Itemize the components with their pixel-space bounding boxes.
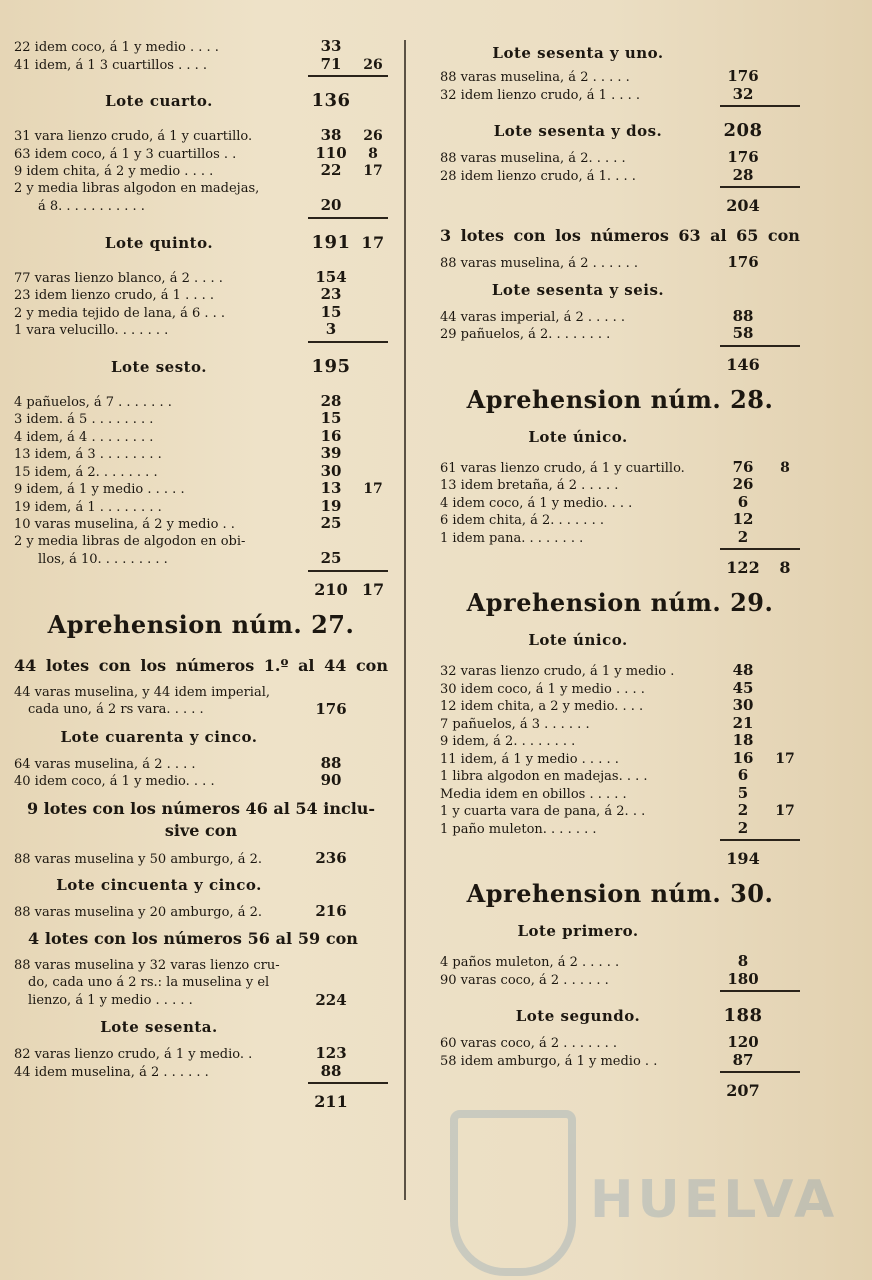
list-item: 6 idem chita, á 2. . . . . . . 12 <box>440 510 754 528</box>
list-lote-primero <box>440 953 800 988</box>
list-item: 4 paños muleton, á 2 . . . . . 8 <box>440 952 749 970</box>
list-item: 30 idem coco, á 1 y medio . . . . 45 <box>440 678 754 697</box>
list-item: 9 idem, á 1 y medio . . . . . 13 17 <box>14 479 383 497</box>
list-item: 1 paño muleton. . . . . . . 2 <box>440 818 749 837</box>
list-item: 82 varas lienzo crudo, á 1 y medio. . 123 <box>14 1044 347 1062</box>
sum-rule <box>720 186 800 192</box>
lotes-line: 3 lotes con los números 63 al 65 con <box>440 226 800 245</box>
list-item: 9 idem chita, á 2 y medio . . . . 22 17 <box>14 161 383 179</box>
list-item: 41 idem, á 1 3 cuartillos . . . . 71 26 <box>14 54 383 73</box>
lot-heading: Lote único. <box>528 631 628 649</box>
list-item: 1 libra algodon en madejas. . . . 6 <box>440 766 749 784</box>
sum-rule <box>720 839 800 845</box>
list-item: 32 idem lienzo crudo, á 1 . . . . 32 <box>440 84 754 103</box>
sum-rule <box>308 341 388 347</box>
list-item: 11 idem, á 1 y medio . . . . . 16 17 <box>440 748 795 767</box>
list-item: 88 varas muselina, á 2 . . . . . . 176 <box>440 253 759 271</box>
list-item: 2 y media libras algodon en madejas, <box>14 180 260 196</box>
lot-heading: Lote sesenta y uno. <box>492 44 664 62</box>
lot-heading: Lote sesenta y seis. <box>491 280 665 299</box>
list-item: 15 idem, á 2. . . . . . . . 30 <box>14 461 342 480</box>
left-column <box>14 38 388 1114</box>
list-item: 4 idem coco, á 1 y medio. . . . 6 <box>440 492 749 511</box>
list-item: 13 idem, á 3 . . . . . . . . 39 <box>14 444 342 462</box>
lot-heading: Lote cuarto. 136 <box>105 90 351 111</box>
list-item: 88 varas muselina y 50 amburgo, á 2. 236 <box>14 848 347 867</box>
list-lote-45 <box>14 755 388 790</box>
list-item: 3 idem. á 5 . . . . . . . . 15 <box>14 409 342 427</box>
list-item: 28 idem lienzo crudo, á 1. . . . 28 <box>440 165 754 184</box>
list-lote-sesenta <box>14 1045 388 1080</box>
lot-heading: Lote sesenta y dos. 208 <box>493 120 763 141</box>
list-item: 19 idem, á 1 . . . . . . . . 19 <box>14 496 342 515</box>
list-lote-62 <box>440 149 800 184</box>
lot-total: 207 <box>726 1081 760 1100</box>
list-item: 29 pañuelos, á 2. . . . . . . . 58 <box>440 324 754 342</box>
list-lote-cuarto <box>14 127 388 215</box>
list-item: 10 varas muselina, á 2 y medio . . 25 <box>14 514 342 532</box>
watermark-logo <box>450 1100 839 1270</box>
sum-rule <box>308 1082 388 1088</box>
lot-total: 204 <box>726 196 760 215</box>
lot-heading: Lote sesenta. <box>100 1018 218 1036</box>
list-item: 88 varas muselina, á 2. . . . . 176 <box>440 148 759 166</box>
aprehension-heading: Aprehension núm. 27. <box>47 609 355 639</box>
lotes-line: 44 lotes con los números 1.º al 44 con <box>14 655 388 675</box>
list-item: 23 idem lienzo crudo, á 1 . . . . 23 <box>14 285 342 303</box>
sum-rule <box>720 1071 800 1077</box>
list-item: 2 y media tejido de lana, á 6 . . . 15 <box>14 302 342 321</box>
list-item: 31 vara lienzo crudo, á 1 y cuartillo. 38 26 <box>14 126 383 144</box>
list-item: 4 idem, á 4 . . . . . . . . 16 <box>14 426 342 445</box>
list-lote-61 <box>440 68 800 103</box>
lot-heading: Lote sesto. 195 <box>110 355 351 377</box>
list-item: 9 idem, á 2. . . . . . . . 18 <box>440 731 754 749</box>
sum-rule <box>720 548 800 554</box>
list-item: 1 vara velucillo. . . . . . . 3 <box>14 320 337 338</box>
list-left-top <box>14 38 388 73</box>
aprehension-heading: Aprehension núm. 28. <box>466 384 774 414</box>
aprehension-heading: Aprehension núm. 29. <box>466 588 774 617</box>
list-lote-quinto <box>14 269 388 339</box>
list-item: 58 idem amburgo, á 1 y medio . . 87 <box>440 1050 754 1069</box>
lot-total: 146 <box>726 354 760 374</box>
lot-heading: Lote quinto. 191 17 <box>104 231 385 253</box>
sum-rule <box>720 990 800 996</box>
lot-heading: Lote único. <box>528 427 628 446</box>
list-item: 2 y media libras de algodon en obi- <box>14 533 246 549</box>
list-item: 13 idem bretaña, á 2 . . . . . 26 <box>440 475 754 493</box>
lot-total: 194 <box>726 849 760 868</box>
lot-total: 210 17 <box>314 579 385 599</box>
list-item: 12 idem chita, a 2 y medio. . . . 30 <box>440 696 754 714</box>
list-item: 4 pañuelos, á 7 . . . . . . . 28 <box>14 391 342 410</box>
list-lote-66 <box>440 308 800 343</box>
list-item: 63 idem coco, á 1 y 3 cuartillos . . 110 8 <box>14 143 378 162</box>
list-aprehension-29 <box>440 662 800 837</box>
lot-total: 122 8 <box>726 558 791 577</box>
list-item: 32 varas lienzo crudo, á 1 y medio . 48 <box>440 661 754 679</box>
list-item: 1 y cuarta vara de pana, á 2. . . 2 17 <box>440 801 795 819</box>
watermark-text: HUELVA <box>590 1170 839 1230</box>
sum-rule <box>308 570 388 576</box>
list-item: á 8. . . . . . . . . . . 20 <box>38 196 342 214</box>
lot-total: 211 <box>314 1092 348 1111</box>
lotes-line: 4 lotes con los números 56 al 59 con <box>28 928 358 948</box>
column-divider <box>404 40 406 1200</box>
lot-heading: Lote segundo. 188 <box>515 1005 763 1026</box>
list-item: 60 varas coco, á 2 . . . . . . . 120 <box>440 1033 759 1051</box>
sum-rule <box>720 345 800 351</box>
list-item: Media idem en obillos . . . . . 5 <box>440 783 749 802</box>
lot-heading: Lote cincuenta y cinco. <box>56 876 262 894</box>
list-item: 61 varas lienzo crudo, á 1 y cuartillo. 76 8 <box>440 457 790 476</box>
list-item: 88 varas muselina, á 2 . . . . . 176 <box>440 67 759 85</box>
list-item: 88 varas muselina y 20 amburgo, á 2. 216 <box>14 902 347 920</box>
list-lote-segundo <box>440 1034 800 1069</box>
list-item: 40 idem coco, á 1 y medio. . . . 90 <box>14 771 342 789</box>
lot-description: 88 varas muselina y 32 varas lienzo cru- do, cada uno á 2 rs.: la muselina y el lienzo, á 1 y medio . . . . . 224 <box>14 957 347 1009</box>
list-item: 7 pañuelos, á 3 . . . . . . 21 <box>440 713 754 732</box>
lot-description: 44 varas muselina, y 44 idem imperial, cada uno, á 2 rs vara. . . . . 176 <box>14 684 347 718</box>
sum-rule <box>308 217 388 223</box>
list-item: llos, á 10. . . . . . . . . 25 <box>38 549 342 567</box>
list-aprehension-28 <box>440 459 800 547</box>
lotes-line: 9 lotes con los números 46 al 54 inclu- sive con <box>26 798 376 840</box>
shield-icon <box>450 1110 576 1276</box>
list-item: 64 varas muselina, á 2 . . . . 88 <box>14 753 342 772</box>
list-item: 90 varas coco, á 2 . . . . . . 180 <box>440 969 759 988</box>
list-item: 44 varas imperial, á 2 . . . . . 88 <box>440 306 754 325</box>
sum-rule <box>308 75 388 81</box>
list-item: 1 idem pana. . . . . . . . 2 <box>440 527 749 546</box>
list-item: 22 idem coco, á 1 y medio . . . . 33 <box>14 37 342 55</box>
list-item: 77 varas lienzo blanco, á 2 . . . . 154 <box>14 267 347 286</box>
right-column <box>440 38 800 1103</box>
sum-rule <box>720 105 800 111</box>
list-item: 44 idem muselina, á 2 . . . . . . 88 <box>14 1061 342 1080</box>
aprehension-heading: Aprehension núm. 30. <box>466 879 774 908</box>
list-lote-sesto <box>14 393 388 568</box>
lot-heading: Lote cuarenta y cinco. <box>60 727 258 746</box>
lot-heading: Lote primero. <box>517 922 639 940</box>
